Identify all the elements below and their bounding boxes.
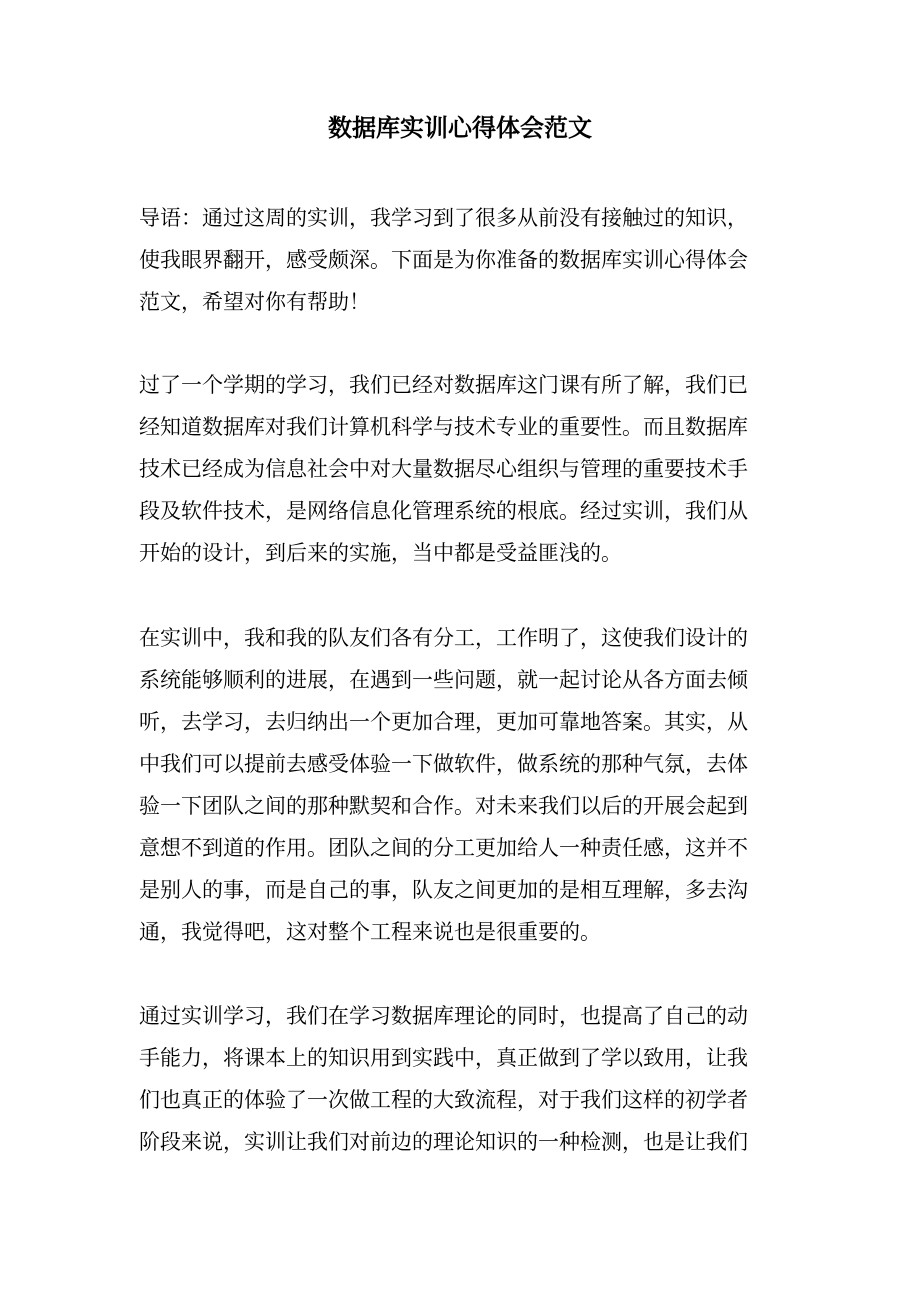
text-line: 在实训中，我和我的队友们各有分工，工作明了，这使我们设计的 [139,626,748,650]
text-line: 经知道数据库对我们计算机科学与技术专业的重要性。而且数据库 [139,415,748,439]
text-line: 是别人的事，而是自己的事，队友之间更加的是相互理解，多去沟 [139,878,748,902]
text-line: 导语：通过这周的实训，我学习到了很多从前没有接触过的知识， [139,206,748,230]
document-title: 数据库实训心得体会范文 [328,113,592,142]
text-line: 通，我觉得吧，这对整个工程来说也是很重要的。 [139,920,601,944]
text-line: 阶段来说，实训让我们对前边的理论知识的一种检测，也是让我们 [139,1130,748,1154]
text-line: 范文，希望对你有帮助！ [139,290,370,314]
text-line: 系统能够顺利的进展，在遇到一些问题，就一起讨论从各方面去倾 [139,668,748,692]
text-line: 使我眼界翻开，感受颇深。下面是为你准备的数据库实训心得体会 [139,248,748,272]
text-line: 验一下团队之间的那种默契和合作。对未来我们以后的开展会起到 [139,794,748,818]
text-line: 手能力，将课本上的知识用到实践中，真正做到了学以致用，让我 [139,1046,748,1070]
text-line: 过了一个学期的学习，我们已经对数据库这门课有所了解，我们已 [139,373,748,397]
text-line: 中我们可以提前去感受体验一下做软件，做系统的那种气氛，去体 [139,752,748,776]
text-line: 开始的设计，到后来的实施，当中都是受益匪浅的。 [139,541,622,565]
text-line: 技术已经成为信息社会中对大量数据尽心组织与管理的重要技术手 [139,457,748,481]
text-line: 们也真正的体验了一次做工程的大致流程，对于我们这样的初学者 [139,1088,748,1112]
text-line: 意想不到道的作用。团队之间的分工更加给人一种责任感，这并不 [139,836,748,860]
text-line: 通过实训学习，我们在学习数据库理论的同时，也提高了自己的动 [139,1004,748,1028]
text-line: 段及软件技术，是网络信息化管理系统的根底。经过实训，我们从 [139,499,748,523]
text-line: 听，去学习，去归纳出一个更加合理，更加可靠地答案。其实，从 [139,710,748,734]
